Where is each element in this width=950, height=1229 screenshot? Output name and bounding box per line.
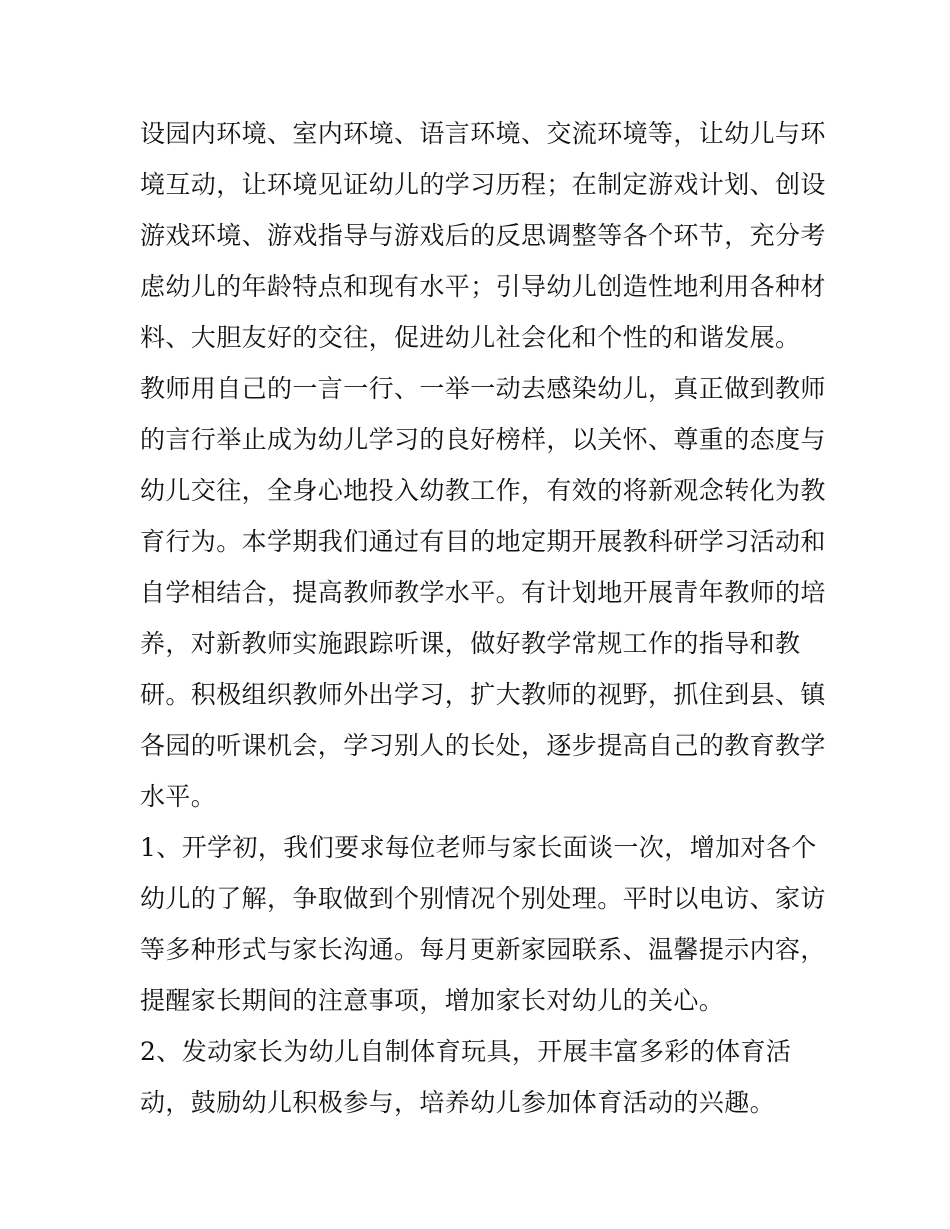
text-line: 游戏环境、游戏指导与游戏后的反思调整等各个环节，充分考 [140,221,826,250]
document-body [140,108,830,1128]
text-line: 幼儿交往，全身心地投入幼教工作，有效的将新观念转化为教 [140,476,826,505]
text-line: 设园内环境、室内环境、语言环境、交流环境等，让幼儿与环 [140,119,826,148]
text-line: 育行为。本学期我们通过有目的地定期开展教科研学习活动和 [140,527,826,556]
text-line: 境互动，让环境见证幼儿的学习历程；在制定游戏计划、创设 [140,170,826,199]
text-line: 各园的听课机会，学习别人的长处，逐步提高自己的教育教学 [140,731,826,760]
text-line: 教师用自己的一言一行、一举一动去感染幼儿，真正做到教师 [140,374,826,403]
text-line: 自学相结合，提高教师教学水平。有计划地开展青年教师的培 [140,578,826,607]
paragraph-environment [140,108,830,363]
text-line: 研。积极组织教师外出学习，扩大教师的视野，抓住到县、镇 [140,680,826,709]
text-line: 的言行举止成为幼儿学习的良好榜样，以关怀、尊重的态度与 [140,425,826,454]
text-line: 等多种形式与家长沟通。每月更新家园联系、温馨提示内容， [140,935,826,964]
text-line: 幼儿的了解，争取做到个别情况个别处理。平时以电访、家访 [140,884,826,913]
text-line: 动，鼓励幼儿积极参与，培养幼儿参加体育活动的兴趣。 [140,1088,776,1117]
text-line: 提醒家长期间的注意事项，增加家长对幼儿的关心。 [140,986,725,1015]
text-line: 水平。 [140,782,217,811]
text-line: 养，对新教师实施跟踪听课，做好教学常规工作的指导和教 [140,629,801,658]
paragraph-teachers [140,363,830,822]
text-line: 2、发动家长为幼儿自制体育玩具，开展丰富多彩的体育活 [140,1037,792,1066]
text-line: 虑幼儿的年龄特点和现有水平；引导幼儿创造性地利用各种材 [140,272,826,301]
paragraph-item-2 [140,1026,830,1128]
text-line: 1、开学初，我们要求每位老师与家长面谈一次，增加对各个 [140,833,817,862]
paragraph-item-1 [140,822,830,1026]
text-line: 料、大胆友好的交往，促进幼儿社会化和个性的和谐发展。 [140,323,801,352]
